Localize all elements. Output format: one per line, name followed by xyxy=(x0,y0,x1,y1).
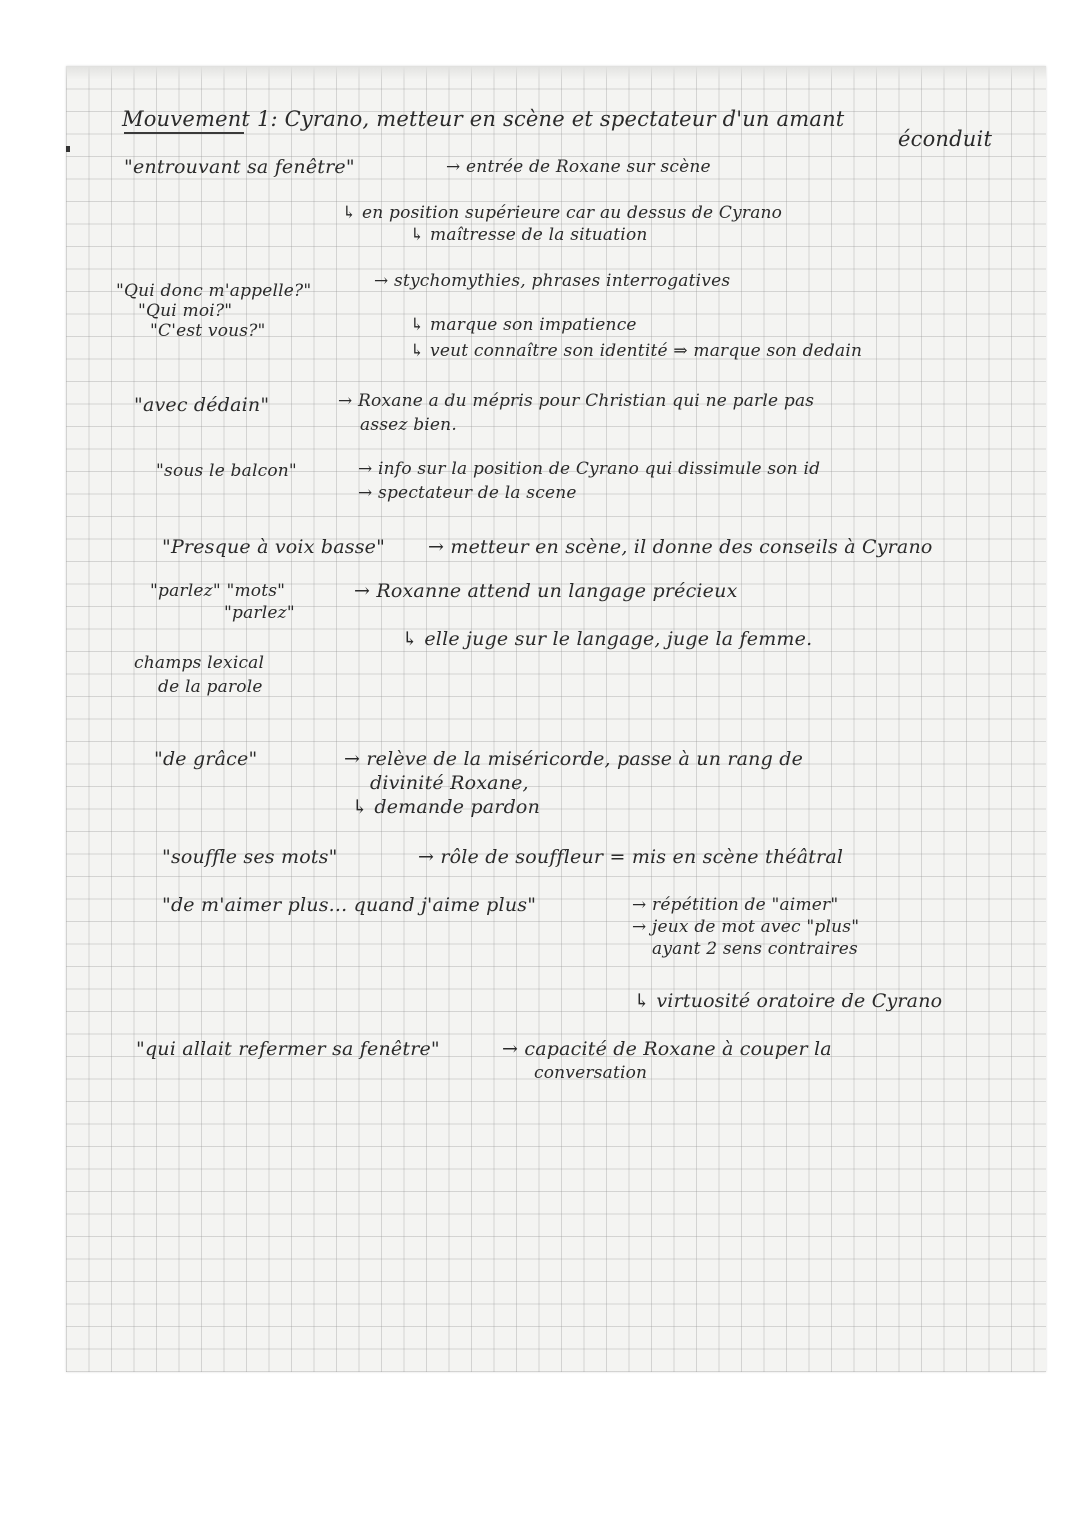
section-title: Mouvement 1: Cyrano, metteur en scène et spectateur d'un amant xyxy=(122,107,845,131)
note-souffleur: → rôle de souffleur = mis en scène théâtral xyxy=(418,846,844,868)
note-mepris: → Roxane a du mépris pour Christian qui ne parle pas xyxy=(338,391,815,411)
note-langage-precieux: → Roxanne attend un langage précieux xyxy=(354,580,738,602)
note-position-cyrano: → info sur la position de Cyrano qui dissimule son id xyxy=(358,459,821,479)
title-underline xyxy=(124,132,244,134)
quote-parlez-mots: "parlez" "mots" xyxy=(150,581,286,601)
label-de-la-parole: de la parole xyxy=(158,677,263,697)
note-metteur-en-scene: → metteur en scène, il donne des conseils à Cyrano xyxy=(428,536,933,558)
note-divinite-roxane: divinité Roxane, xyxy=(370,772,529,794)
note-juge-langage: ↳ elle juge sur le langage, juge la femme. xyxy=(402,628,813,650)
note-identite: ↳ veut connaître son identité ⇒ marque son dedain xyxy=(410,341,863,361)
note-demande-pardon: ↳ demande pardon xyxy=(352,796,541,818)
note-entree-roxane: → entrée de Roxane sur scène xyxy=(446,157,711,177)
quote-voix-basse: "Presque à voix basse" xyxy=(162,536,386,558)
note-spectateur: → spectateur de la scene xyxy=(358,483,577,503)
note-couper-conversation: → capacité de Roxane à couper la xyxy=(502,1038,832,1060)
note-virtuosite-oratoire: ↳ virtuosité oratoire de Cyrano xyxy=(634,990,943,1012)
note-position-superieure: ↳ en position supérieure car au dessus de Cyrano xyxy=(342,203,783,223)
note-impatience: ↳ marque son impatience xyxy=(410,315,637,335)
note-maitresse-situation: ↳ maîtresse de la situation xyxy=(410,225,648,245)
note-conversation: conversation xyxy=(534,1063,648,1083)
section-title-continued: éconduit xyxy=(898,127,993,151)
paper-edge-shadow xyxy=(66,66,1046,80)
quote-de-grace: "de grâce" xyxy=(154,748,258,770)
note-repetition-aimer: → répétition de "aimer" xyxy=(632,895,839,915)
note-mepris-cont: assez bien. xyxy=(360,415,457,435)
quote-cest-vous: "C'est vous?" xyxy=(150,321,266,341)
quote-qui-donc: "Qui donc m'appelle?" xyxy=(116,281,312,301)
quote-qui-moi: "Qui moi?" xyxy=(138,301,233,321)
quote-sous-balcon: "sous le balcon" xyxy=(156,461,297,481)
note-sens-contraires: ayant 2 sens contraires xyxy=(652,939,858,959)
quote-parlez: "parlez" xyxy=(224,603,295,623)
note-stychomythies: → stychomythies, phrases interrogatives xyxy=(374,271,731,291)
quote-avec-dedain: "avec dédain" xyxy=(134,394,270,416)
quote-refermer-fenetre: "qui allait refermer sa fenêtre" xyxy=(136,1038,440,1060)
quote-fenetre: "entrouvant sa fenêtre" xyxy=(124,156,355,178)
note-misericorde: → relève de la miséricorde, passe à un rang de xyxy=(344,748,804,770)
quote-aimer-plus: "de m'aimer plus... quand j'aime plus" xyxy=(162,894,537,916)
label-champs-lexical: champs lexical xyxy=(134,653,265,673)
corner-mark xyxy=(66,146,70,152)
graph-paper-sheet xyxy=(66,66,1046,1372)
quote-souffle-mots: "souffle ses mots" xyxy=(162,846,338,868)
note-jeux-de-mot: → jeux de mot avec "plus" xyxy=(632,917,860,937)
